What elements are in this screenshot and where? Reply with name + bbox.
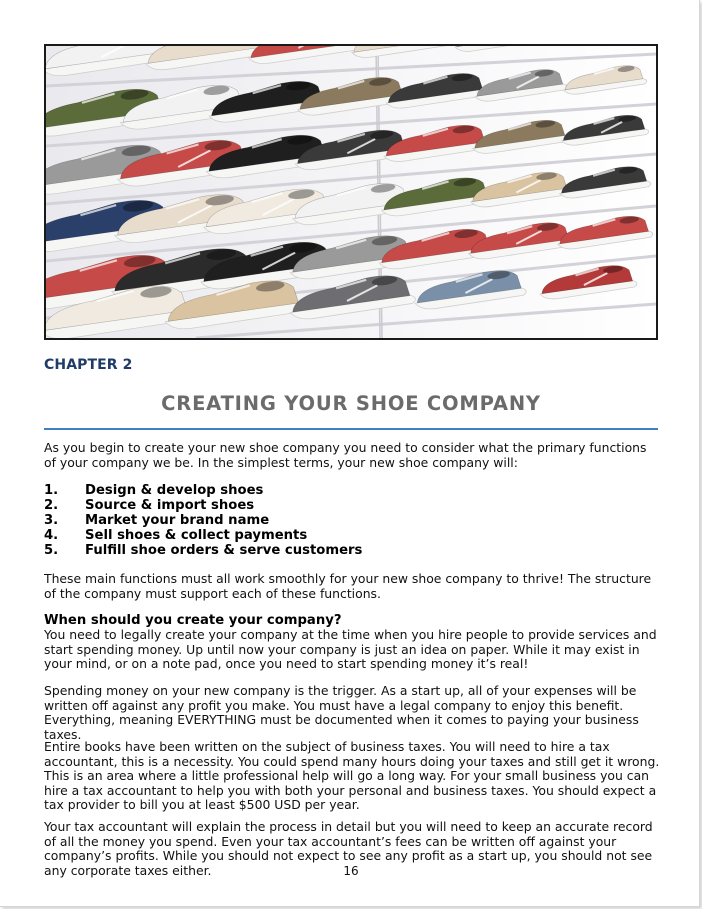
after-list-paragraph: These main functions must all work smoothly for your new shoe company to thrive! The structure of the company must support each of these functions. (44, 571, 652, 601)
body-paragraph-2: Spending money on your new company is the trigger. As a start up, all of your expenses will be written off against any profit you make. You must have a legal company to enjoy this benefit. Everything, meaning EVERYTHING must be documented when it comes to paying your business taxes. (44, 683, 639, 742)
list-item: 3. Market your brand name (44, 513, 270, 528)
body-paragraph-4: Your tax accountant will explain the process in detail but you will need to keep an accurate record of all the money you spend. Even your tax accountant’s fees can be written off against your company’s profits. While you should not expect to see any profit as a start up, you should not see any corporate taxes either. (44, 819, 653, 878)
page-number: 16 (343, 864, 359, 878)
intro-paragraph: As you begin to create your new shoe company you need to consider what the primary functions of your company we be. In the simplest terms, your new shoe company will: (44, 440, 647, 470)
list-item: 4. Sell shoes & collect payments (44, 528, 308, 543)
shoe-wall-photo (44, 44, 658, 340)
chapter-title: CREATING YOUR SHOE COMPANY (161, 392, 541, 415)
title-divider (44, 428, 658, 430)
list-item: 1. Design & develop shoes (44, 483, 264, 498)
functions-list (44, 483, 362, 558)
body-paragraph-1: You need to legally create your company at the time when you hire people to provide services and start spending money. Up until now your company is just an idea on paper. While it may exist in your mind, or on a note pad, once you need to start spending money it’s real! (44, 627, 657, 672)
chapter-label: CHAPTER 2 (44, 357, 133, 373)
list-item: 5. Fulfill shoe orders & serve customers (44, 543, 363, 558)
body-paragraph-3: Entire books have been written on the subject of business taxes. You will need to hire a tax accountant, this is a necessity. You could spend many hours doing your taxes and still get it wrong. This is an area where a little professional help will go a long way. For your small business you can hire a tax accountant to help you with both your personal and business taxes. You should expect a tax provider to bill you at least $500 USD per year. (44, 739, 660, 813)
shoe-wall-illustration (46, 46, 656, 338)
list-item: 2. Source & import shoes (44, 498, 255, 513)
section-heading: When should you create your company? (44, 613, 342, 628)
